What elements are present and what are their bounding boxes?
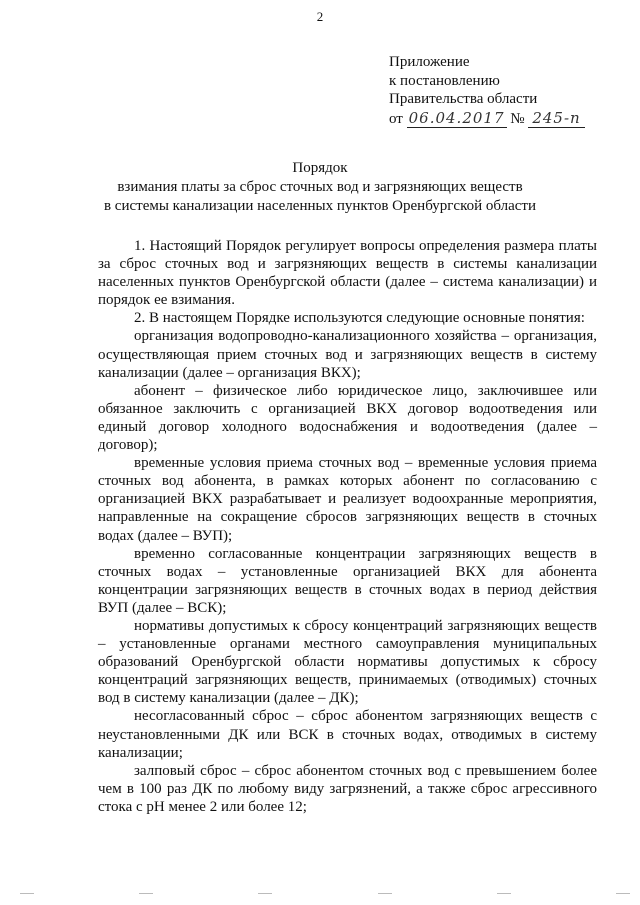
definition-paragraph: абонент – физическое либо юридическое лицо, заключившее или обязанное заключить с организацией ВКХ договор водоотведения или единый договор холодного водоснабжения и водоотведения (далее – договор); bbox=[98, 382, 597, 454]
title-line: Порядок bbox=[292, 160, 348, 176]
paragraph: 1. Настоящий Порядок регулирует вопросы определения размера платы за сброс сточных вод и загрязняющих веществ в системы канализации населенных пунктов Оренбургской области (далее – система канализации) и порядок ее взимания. bbox=[98, 238, 597, 309]
handwritten-number: 245-п bbox=[528, 109, 584, 129]
definition-paragraph: временно согласованные концентрации загрязняющих веществ в сточных водах – установленные организацией ВКХ для абонента концентрации загрязняющих веществ в сточных водах в период действия ВУП (далее – ВСК); bbox=[98, 545, 597, 616]
appendix-line: Приложение bbox=[389, 54, 470, 70]
number-sign: № bbox=[510, 110, 525, 127]
date-prefix: от bbox=[389, 110, 403, 127]
page-number: 2 bbox=[316, 9, 324, 24]
definition-paragraph: нормативы допустимых к сбросу концентраций загрязняющих веществ – установленные органами местного самоуправления муниципальных образований Оренбургской области нормативы допустимых к сбросу концентраций загрязняющих веществ, принимаемых (отводимых) сточных вод в систему канализации (далее – ДК); bbox=[98, 617, 597, 707]
definition-paragraph: несогласованный сброс – сброс абонентом загрязняющих веществ с неустановленными ДК или ВСК в сточных водах, отводимых в систему канализации; bbox=[98, 708, 597, 761]
appendix-header bbox=[389, 53, 585, 128]
title-line: в системы канализации населенных пунктов Оренбургской области bbox=[103, 198, 537, 214]
scan-artifact bbox=[20, 893, 630, 896]
appendix-line: Правительства области bbox=[389, 91, 538, 107]
definition-paragraph: залповый сброс – сброс абонентом сточных вод с превышением более чем в 100 раз ДК по любому виду загрязнений, а также сброс агрессивного стока с pH менее 2 или более 12; bbox=[98, 762, 597, 815]
decree-reference bbox=[389, 109, 585, 129]
document-body bbox=[98, 237, 597, 816]
appendix-line: к постановлению bbox=[389, 72, 500, 89]
handwritten-date: 06.04.2017 bbox=[408, 108, 505, 127]
title-line: взимания платы за сброс сточных вод и загрязняющих веществ bbox=[117, 179, 523, 195]
paragraph: 2. В настоящем Порядке используются следующие основные понятия: bbox=[134, 310, 585, 327]
definition-paragraph: организация водопроводно-канализационного хозяйства – организация, осуществляющая прием сточных вод и загрязняющих веществ в систему канализации (далее – организация ВКХ); bbox=[98, 328, 597, 381]
document-title bbox=[0, 159, 640, 216]
definition-paragraph: временные условия приема сточных вод – временные условия приема сточных вод абонента, в рамках которых абонент по согласованию с организацией ВКХ разрабатывает и реализует водоохранные мероприятия, направленные на сокращение сбросов загрязняющих веществ в сточных водах (далее – ВУП); bbox=[98, 455, 597, 544]
